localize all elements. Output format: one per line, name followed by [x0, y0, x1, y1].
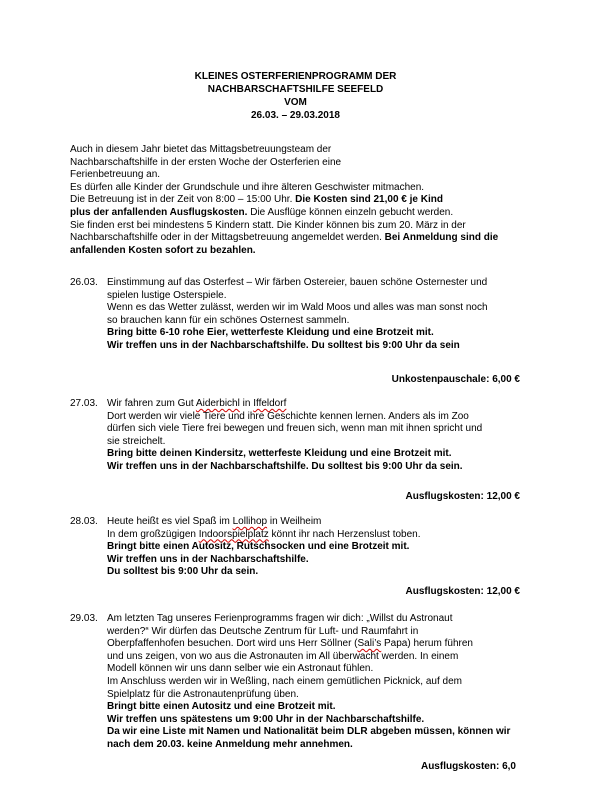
- entry-line: Im Anschluss werden wir in Weßling, nach einem gemütlichen Picknick, auf dem: [107, 675, 462, 687]
- entry-line: Am letzten Tag unseres Ferienprogramms fragen wir dich: „Willst du Astronaut: [107, 613, 453, 624]
- entry-line: Einstimmung auf das Osterfest – Wir färben Ostereier, bauen schöne Osternester und: [107, 277, 488, 288]
- intro-text: Die Ausflüge können einzeln gebucht werden.: [247, 206, 454, 218]
- intro-bold-text: Die Kosten sind 21,00 € je Kind: [295, 194, 443, 206]
- entry-text: Papa) herum führen: [381, 638, 473, 650]
- entry-text: könnt ihr nach Herzenslust toben.: [268, 528, 421, 540]
- entry-line: Du solltest bis 9:00 Uhr da sein.: [107, 566, 259, 578]
- entry-date: 28.03.: [70, 516, 98, 527]
- entry-line: Spielplatz für die Astronautenprüfung üben.: [107, 688, 299, 700]
- intro-paragraph: [70, 144, 510, 257]
- entry-line: und uns zeigen, von wo aus die Astronauten im All überwacht werden. In einem: [107, 650, 459, 662]
- entry-text: Iffeldorf: [253, 398, 287, 409]
- entry-cost: Ausflugskosten: 12,00 €: [405, 586, 520, 597]
- entry-line: sie streichelt.: [107, 435, 166, 447]
- entry-line: spielen lustige Osterspiele.: [107, 289, 227, 301]
- entry-date: 27.03.: [70, 398, 98, 409]
- entry-line: Wir treffen uns in der Nachbarschaftshilfe.: [107, 553, 309, 565]
- entry-cost: Ausflugskosten: 12,00 €: [405, 491, 520, 502]
- entry-text: in Weilheim: [267, 516, 322, 527]
- entry-text: Aiderbichl: [195, 398, 240, 409]
- entry-text: Sali’s: [357, 638, 382, 650]
- entry-text: Indoorspielplatz: [198, 528, 269, 540]
- entry-body: [107, 516, 520, 579]
- entry-line: Bringt bitte einen Autositz und eine Brotzeit mit.: [107, 701, 336, 713]
- intro-line: [70, 232, 510, 245]
- entry-line: [107, 638, 520, 651]
- entry-line: dürfen sich viele Tiere frei bewegen und freuen sich, wenn man mit ihnen spricht und: [107, 423, 483, 435]
- intro-text: Nachbarschaftshilfe oder in der Mittagsbetreuung angemeldet werden.: [70, 232, 385, 244]
- intro-line: Ferienbetreuung an.: [70, 169, 161, 181]
- entry-body: [107, 277, 520, 353]
- entry-text: in: [239, 398, 254, 409]
- program-entry-28-03: [70, 516, 520, 606]
- entry-line: [107, 516, 520, 529]
- entry-line: [107, 529, 520, 542]
- entry-line: so brauchen kann für ein schönes Osternest sammeln.: [107, 314, 350, 326]
- intro-line: Auch in diesem Jahr bietet das Mittagsbetreuungsteam der: [70, 144, 332, 155]
- entry-cost: Ausflugskosten: 6,0: [420, 761, 516, 772]
- entry-line: [107, 398, 520, 411]
- intro-line: anfallenden Kosten sofort zu bezahlen.: [70, 244, 256, 256]
- title-line-1: KLEINES OSTERFERIENPROGRAMM DER: [194, 71, 397, 82]
- entry-line: Wir treffen uns in der Nachbarschaftshilfe. Du solltest bis 9:00 Uhr da sein.: [107, 460, 463, 472]
- entry-line: Bring bitte deinen Kindersitz, wetterfeste Kleidung und eine Brotzeit mit.: [107, 448, 452, 460]
- intro-bold-text: plus der anfallenden Ausflugskosten.: [70, 206, 248, 218]
- entry-date: 26.03.: [70, 277, 98, 288]
- program-entry-26-03: [70, 277, 520, 387]
- entry-body: [107, 398, 520, 474]
- entry-line: Modell können wir uns dann selber wie ein Astronaut fühlen.: [107, 663, 374, 675]
- entry-text: In dem großzügigen: [107, 528, 199, 540]
- program-entry-27-03: [70, 398, 520, 508]
- entry-line: werden?“ Wir dürfen das Deutsche Zentrum für Luft- und Raumfahrt in: [107, 625, 419, 637]
- entry-line: Bringt bitte einen Autositz, Rutschsocken und eine Brotzeit mit.: [107, 541, 410, 553]
- intro-bold-text: Bei Anmeldung sind die: [384, 232, 499, 244]
- entry-text: Heute heißt es viel Spaß im: [107, 516, 233, 527]
- entry-text: Oberpfaffenhofen besuchen. Dort wird uns Herr Söllner (: [107, 638, 358, 650]
- entry-line: Wir treffen uns spätestens um 9:00 Uhr in der Nachbarschaftshilfe.: [107, 713, 425, 725]
- intro-line: Sie finden erst bei mindestens 5 Kindern statt. Die Kinder können bis zum 20. März in der: [70, 219, 466, 231]
- intro-line: [70, 194, 510, 207]
- entry-line: Da wir eine Liste mit Namen und Nationalität beim DLR abgeben müssen, können wir: [107, 726, 511, 738]
- entry-text: Lollihop: [232, 516, 268, 527]
- entry-line: Bring bitte 6-10 rohe Eier, wetterfeste Kleidung und eine Brotzeit mit.: [107, 327, 434, 339]
- entry-body: [107, 613, 520, 752]
- program-entry-29-03: [70, 613, 520, 778]
- title-line-4: 26.03. – 29.03.2018: [251, 110, 340, 121]
- entry-date: 29.03.: [70, 613, 98, 624]
- entry-line: Dort werden wir viele Tiere und ihre Geschichte kennen lernen. Anders als im Zoo: [107, 410, 469, 422]
- title-line-2: NACHBARSCHAFTSHILFE SEEFELD: [207, 84, 384, 95]
- entry-cost: Unkostenpauschale: 6,00 €: [391, 374, 520, 385]
- document-title: [0, 70, 591, 122]
- intro-line: Nachbarschaftshilfe in der ersten Woche der Osterferien eine: [70, 156, 342, 168]
- entry-text: Wir fahren zum Gut: [107, 398, 196, 409]
- intro-text: Die Betreuung ist in der Zeit von 8:00 – 15:00 Uhr.: [70, 194, 296, 206]
- title-line-3: VOM: [284, 97, 307, 108]
- entry-line: Wir treffen uns in der Nachbarschaftshilfe. Du solltest bis 9:00 Uhr da sein: [107, 339, 460, 351]
- intro-line: [70, 207, 510, 220]
- intro-line: Es dürfen alle Kinder der Grundschule und ihre älteren Geschwister mitmachen.: [70, 181, 425, 193]
- entry-line: nach dem 20.03. keine Anmeldung mehr annehmen.: [107, 738, 353, 750]
- entry-line: Wenn es das Wetter zulässt, werden wir im Wald Moos und alles was man sonst noch: [107, 302, 488, 314]
